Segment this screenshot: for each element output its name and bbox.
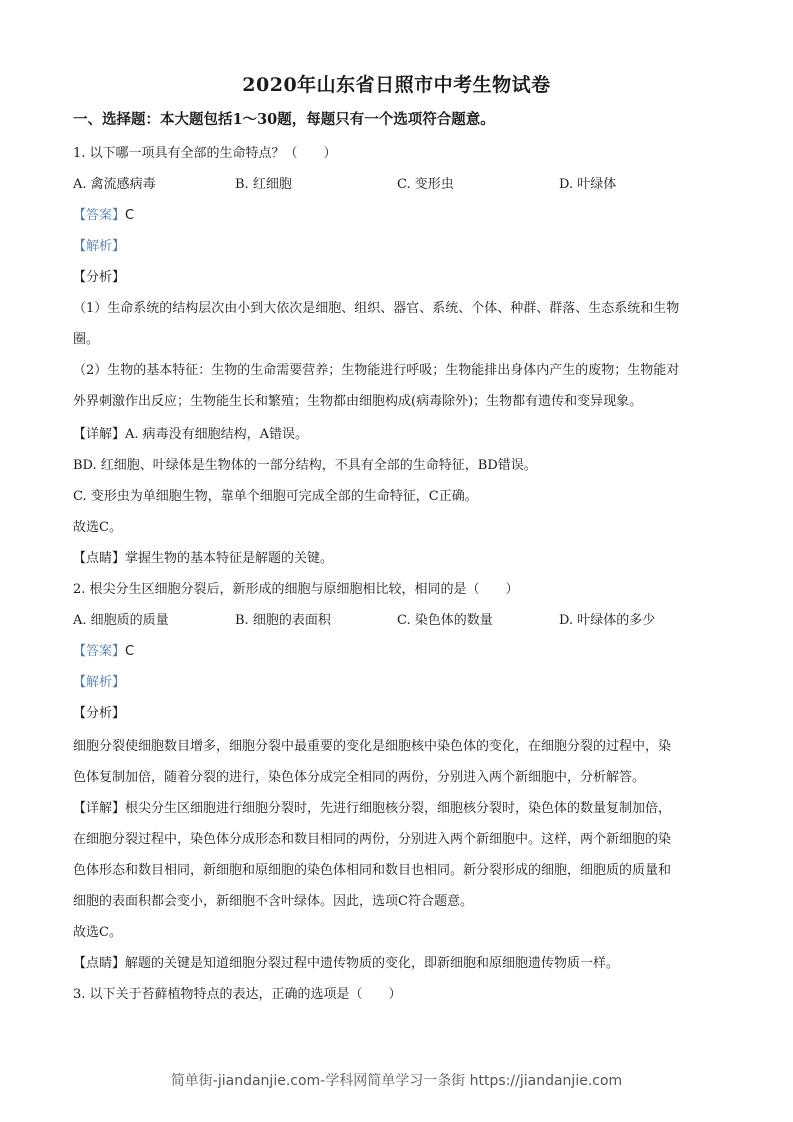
option-a: A. 禽流感病毒 <box>73 177 156 192</box>
question-3-stem: 3. 以下关于苔藓植物特点的表达，正确的选项是（ ） <box>73 987 402 1002</box>
fenxi-text: 外界刺激作出反应；生物能生长和繁殖；生物都由细胞构成(病毒除外)；生物都有遗传和变异现象。 <box>73 394 643 409</box>
xiangjie-text: 故选C。 <box>73 520 122 535</box>
fenxi-text: （1）生命系统的结构层次由小到大依次是细胞、组织、器官、系统、个体、种群、群落、生态系统和生物 <box>73 301 680 316</box>
jiexi-label: 【解析】 <box>73 675 126 690</box>
fenxi-label: 【分析】 <box>73 270 126 285</box>
xiangjie-row: 【详解】A. 病毒没有细胞结构，A错误。 <box>73 427 309 442</box>
fenxi-text: （2）生物的基本特征：生物的生命需要营养；生物能进行呼吸；生物能排出身体内产生的废物；生物能对 <box>73 363 680 378</box>
question-1-stem: 1. 以下哪一项具有全部的生命特点？（ ） <box>73 146 337 161</box>
page-title: 2020年山东省日照市中考生物试卷 <box>242 74 551 96</box>
answer-value: C <box>125 208 135 223</box>
xiangjie-text: 细胞的表面积都会变小，新细胞不含叶绿体。因此，选项C符合题意。 <box>73 894 473 909</box>
page-footer: 简单街-jiandanjie.com-学科网简单学习一条街 https://jiandanjie.com <box>170 1073 623 1089</box>
xiangjie-text: 故选C。 <box>73 925 122 940</box>
answer-label: 【答案】 <box>73 208 126 223</box>
dianjing-label: 【点睛】 <box>73 956 126 971</box>
dianjing-label: 【点睛】 <box>73 551 126 566</box>
fenxi-label: 【分析】 <box>73 706 126 721</box>
xiangjie-text: BD. 红细胞、叶绿体是生物体的一部分结构，不具有全部的生命特征，BD错误。 <box>73 458 537 473</box>
option-b: B. 红细胞 <box>235 177 292 192</box>
fenxi-text: 色体复制加倍，随着分裂的进行，染色体分成完全相同的两份，分别进入两个新细胞中，分析解答。 <box>73 770 646 785</box>
xiangjie-label: 【详解】 <box>73 801 126 816</box>
dianjing-row: 【点睛】解题的关键是知道细胞分裂过程中遗传物质的变化，即新细胞和原细胞遗传物质一样。 <box>73 956 620 971</box>
answer-row <box>73 204 134 223</box>
xiangjie-text: 在细胞分裂过程中，染色体分成形态和数目相同的两份，分别进入两个新细胞中。这样，两个新细胞的染 <box>73 832 672 847</box>
xiangjie-row: 【详解】根尖分生区细胞进行细胞分裂时，先进行细胞核分裂，细胞核分裂时，染色体的数量复制加倍， <box>73 801 672 816</box>
dianjing-row: 【点睛】掌握生物的基本特征是解题的关键。 <box>73 551 334 566</box>
option-a: A. 细胞质的质量 <box>73 613 169 628</box>
question-2-stem: 2. 根尖分生区细胞分裂后，新形成的细胞与原细胞相比较，相同的是（ ） <box>73 582 519 597</box>
option-c: C. 染色体的数量 <box>397 613 493 628</box>
fenxi-text: 细胞分裂使细胞数目增多，细胞分裂中最重要的变化是细胞核中染色体的变化，在细胞分裂的过程中，染 <box>73 739 672 754</box>
xiangjie-label: 【详解】 <box>73 427 126 442</box>
jiexi-label: 【解析】 <box>73 239 126 254</box>
option-b: B. 细胞的表面积 <box>235 613 331 628</box>
answer-value: C <box>125 644 135 659</box>
option-d: D. 叶绿体的多少 <box>559 613 656 628</box>
section-heading: 一、选择题：本大题包括1～30题，每题只有一个选项符合题意。 <box>73 111 495 128</box>
fenxi-text: 圈。 <box>73 332 100 347</box>
xiangjie-text: C. 变形虫为单细胞生物，靠单个细胞可完成全部的生命特征，C正确。 <box>73 489 478 504</box>
option-d: D. 叶绿体 <box>559 177 617 192</box>
answer-label: 【答案】 <box>73 644 126 659</box>
xiangjie-text: 色体形态和数目相同，新细胞和原细胞的染色体相同和数目也相同。新分裂形成的细胞，细胞质的质量和 <box>73 863 672 878</box>
option-c: C. 变形虫 <box>397 177 454 192</box>
answer-row <box>73 640 134 659</box>
